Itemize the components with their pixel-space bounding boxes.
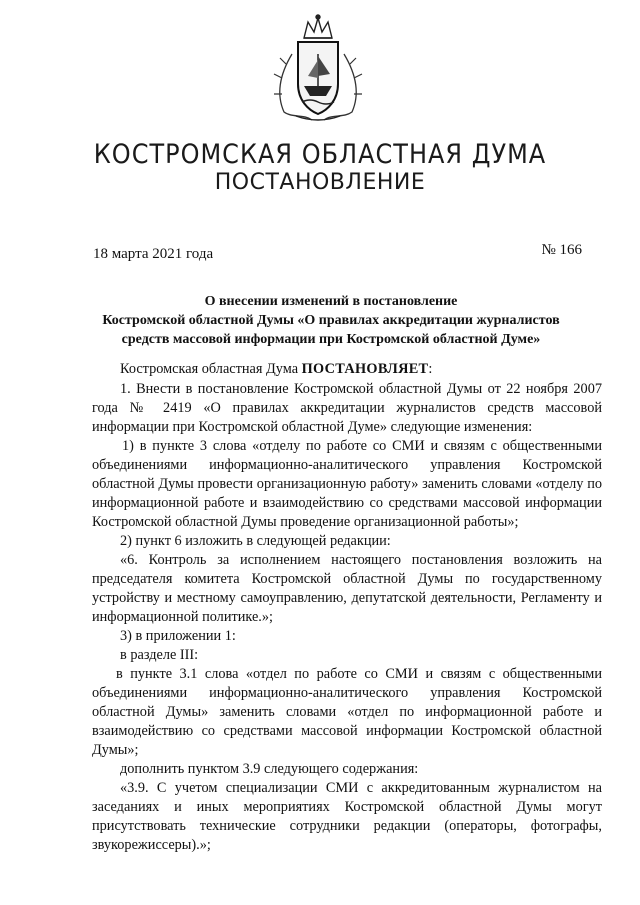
lead-text: Костромская областная Дума: [120, 361, 302, 377]
paragraph-clause-3-1: в пункте 3.1 слова «отдел по работе со СМИ и связям с общественными объединениями информационно-аналитического управления Костромской областной Думы» заменить словами «отдел по информационной работе и взаимодействию со средствами массовой информации Костромской областной Думы»;: [92, 666, 602, 758]
document-body: [92, 360, 602, 855]
document-title: [60, 292, 602, 349]
lead-tail: :: [428, 361, 433, 377]
document-number: № 166: [541, 242, 582, 258]
paragraph-quote-3-9: «3.9. С учетом специализации СМИ с аккредитованным журналистом на заседаниях и иных мероприятиях Костромской областной Думы могут присутствовать технические сотрудники редакции (операторы, фотографы, звукорежиссеры).»;: [92, 780, 602, 853]
paragraph-section-3: в разделе III:: [120, 647, 199, 663]
document-title-line: О внесении изменений в постановление: [204, 294, 458, 309]
document-type: ПОСТАНОВЛЕНИЕ: [214, 170, 426, 195]
document-title-line: средств массовой информации при Костромской областной Думе»: [121, 332, 541, 347]
resolution-lead: [92, 360, 602, 379]
paragraph-1: 1. Внести в постановление Костромской областной Думы от 22 ноября 2007 года № 2419 «О правилах аккредитации журналистов средств массовой информации при Костромской областной Думе» следующие изменения:: [92, 381, 602, 435]
lead-keyword: ПОСТАНОВЛЯЕТ: [301, 361, 429, 377]
paragraph-item-1: 1) в пункте 3 слова «отделу по работе со СМИ и связям с общественными объединениями информационно-аналитического управления Костромской областной Думы провести организационную работу» заменить словами «отделу по информационной работе и взаимодействию со средствами массовой информации Костромской областной Думы проведение организационной работы»;: [92, 438, 602, 530]
document-date: 18 марта 2021 года: [93, 246, 214, 262]
coat-of-arms-icon: [262, 14, 374, 126]
organization-name: КОСТРОМСКАЯ ОБЛАСТНАЯ ДУМА: [93, 138, 547, 170]
paragraph-item-2: 2) пункт 6 изложить в следующей редакции:: [120, 533, 391, 549]
paragraph-add-clause: дополнить пунктом 3.9 следующего содержания:: [120, 761, 419, 777]
paragraph-item-3: 3) в приложении 1:: [120, 628, 236, 644]
paragraph-quote-6: «6. Контроль за исполнением настоящего постановления возложить на председателя комитета Костромской областной Думы по государственному устройству и местному самоуправлению, депутатской деятельности, Регламенту и информационной политике.»;: [92, 552, 602, 625]
document-title-line: Костромской областной Думы «О правилах аккредитации журналистов: [102, 313, 560, 328]
